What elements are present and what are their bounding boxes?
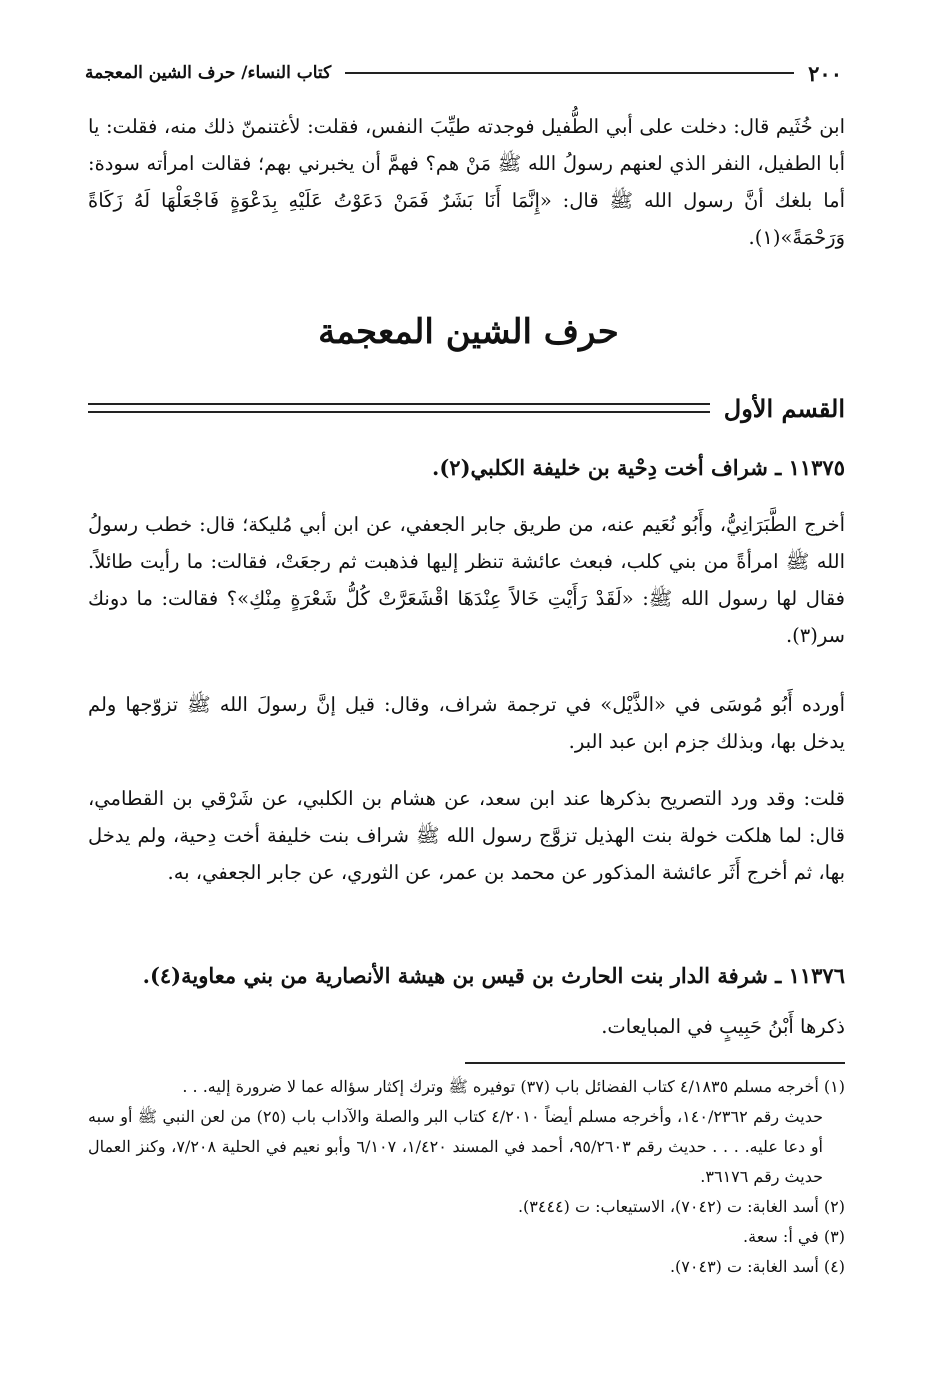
subsection-title: القسم الأول — [723, 393, 845, 423]
entry-11375-paragraph-2: أورده أَبُو مُوسَى في «الذَّيْل» في ترجمة شراف، وقال: قيل إنَّ رسولَ الله ﷺ تزوّجها ولم يدخل بها، وبذلك جزم ابن عبد البر. — [88, 693, 845, 753]
intro-paragraph: ابن خُثَيم قال: دخلت على أبي الطُّفيل فوجدته طيِّبَ النفس، فقلت: لأغتنمنّ ذلك منه، فقلت: يا أبا الطفيل، النفر الذي لعنهم رسولُ الله ﷺ مَنْ هم؟ فهمَّ أن يخبرني بهم؛ فقالت امرأته سودة: أما بلغك أنَّ رسول الله ﷺ قال: «إِنَّمَا أَنَا بَشَرٌ فَمَنْ دَعَوْتُ عَلَيْهِ بِدَعْوَةٍ فَاجْعَلْهَا لَهُ زَكَاةً وَرَحْمَةً»(١). — [88, 115, 845, 249]
header-rule — [345, 72, 794, 74]
entry-11375-paragraph-3: قلت: وقد ورد التصريح بذكرها عند ابن سعد، عن هشام بن الكلبي، عن شَرْقي بن القطامي، قال: لما هلكت خولة بنت الهذيل تزوَّج رسول الله ﷺ شراف بنت خليفة أخت دِحية، ولم يدخل بها، ثم أخرج أَثَر عائشة المذكور عن محمد بن عمر، عن الثوري، عن جابر الجعفي، به. — [88, 787, 845, 884]
footnote-4: (٤) أسد الغابة: ت (٧٠٤٣). — [669, 1257, 845, 1276]
subsection-header — [88, 388, 845, 428]
entry-11375-paragraph-1: أخرج الطَّبَرَانِيُّ، وأَبُو نُعَيم عنه، من طريق جابر الجعفي، عن ابن أبي مُليكة؛ قال: خطب رسولُ الله ﷺ امرأةً من بني كلب، فبعث عائشة تنظر إليها فذهبت ثم رجعَتْ، فقالت: ما رأيت طائلاً. فقال لها رسول الله ﷺ: «لَقَدْ رَأَيْتِ خَالاً عِنْدَهَا اقْشَعَرَّتْ كُلُّ شَعْرَةٍ مِنْكِ»؟ فقالت: ما دونك سر(٣). — [88, 513, 845, 647]
footnote-1-continuation: حديث رقم ١٤٠/٢٣٦٢، وأخرجه مسلم أيضاً ٤/٢٠١٠ كتاب البر والصلة والآداب باب (٢٥) من لعن النبي ﷺ أو سبه أو دعا عليه. . . . حديث رقم ٩٥/٢٦٠٣، أحمد في المسند ١/٤٢٠، ٦/١٠٧ وأبو نعيم في الحلية ٧/٢٠٨، وكنز العمال حديث رقم ٣٦١٧٦. — [88, 1107, 823, 1186]
entry-11376-paragraph: ذكرها أَبْنُ حَبِيبٍ في المبايعات. — [601, 1015, 845, 1038]
entry-heading-11375: ١١٣٧٥ ـ شراف أخت دِحْية بن خليفة الكلبي(٢). — [432, 455, 845, 480]
footnotes — [88, 1072, 845, 1282]
footnote-separator — [465, 1062, 845, 1064]
footnote-2: (٢) أسد الغابة: ت (٧٠٤٢)، الاستيعاب: ت (٣٤٤٤). — [517, 1197, 845, 1216]
running-head — [85, 58, 842, 88]
section-title: حرف الشين المعجمة — [318, 312, 619, 352]
footnote-3: (٣) في أ: سعة. — [743, 1227, 845, 1246]
running-head-title: كتاب النساء/ حرف الشين المعجمة — [85, 63, 332, 83]
page-number: ٢٠٠ — [808, 60, 842, 86]
subsection-double-rule — [88, 403, 710, 413]
entry-heading-11376: ١١٣٧٦ ـ شرفة الدار بنت الحارث بن قيس بن هيشة الأنصارية من بني معاوية(٤). — [142, 963, 845, 988]
footnote-1: (١) أخرجه مسلم ٤/١٨٣٥ كتاب الفضائل باب (٣٧) توفيره ﷺ وترك إكثار سؤاله عما لا ضرورة إليه. . . — [182, 1077, 845, 1096]
